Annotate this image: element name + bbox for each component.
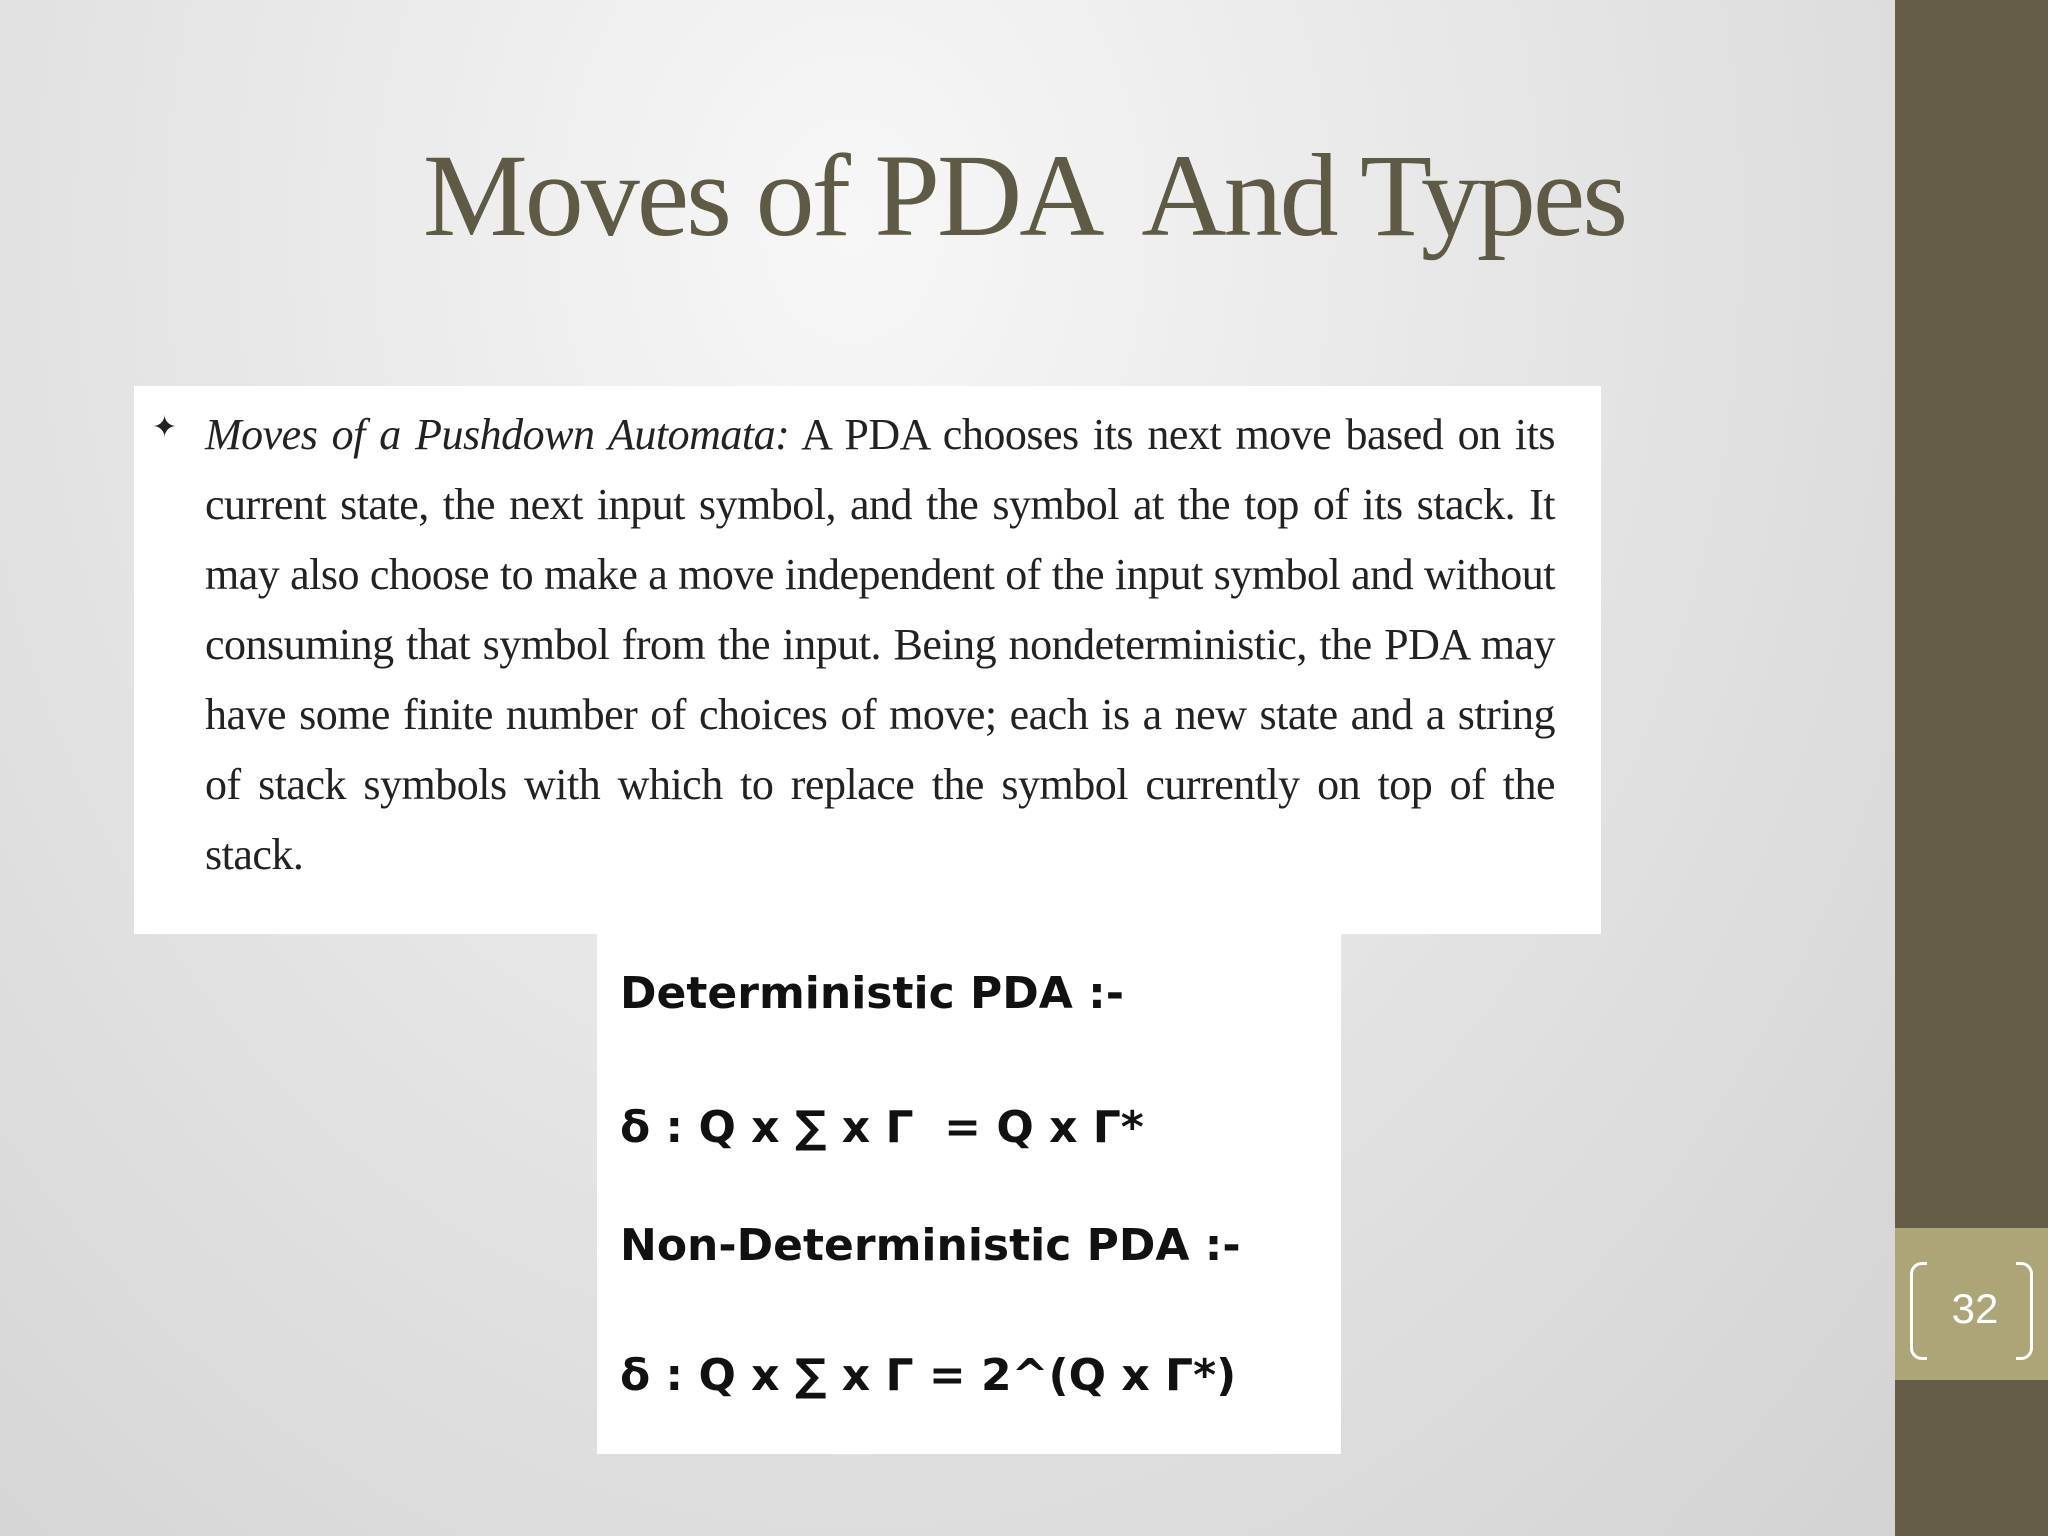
moves-body: A PDA chooses its next move based on its current state, the next input symbol, and the symbol at the top of its stack. It may also choose to make a move independent of the input symbol and without consuming that symbol from the input. Being nondeterministic, the PDA may have some finite number of choices of move; each is a new state and a string of stack symbols with which to replace the symbol currently on top of the stack. [205,410,1555,879]
deterministic-heading: Deterministic PDA :- [620,968,1124,1019]
moves-excerpt-text [205,400,1555,890]
right-bracket-icon [2016,1262,2033,1360]
nondeterministic-heading: Non-Deterministic PDA :- [620,1220,1241,1271]
left-bracket-icon [1910,1262,1927,1360]
bullet-icon: ✦ [152,410,178,445]
slide-title: Moves of PDA And Types [422,130,1626,261]
page-number: 32 [1951,1285,1999,1332]
nondeterministic-formula: δ : Q x ∑ x Γ = 2^(Q x Γ*) [620,1350,1237,1401]
moves-term: Moves of a Pushdown Automata: [205,410,790,459]
deterministic-formula: δ : Q x ∑ x Γ = Q x Γ* [620,1102,1144,1153]
